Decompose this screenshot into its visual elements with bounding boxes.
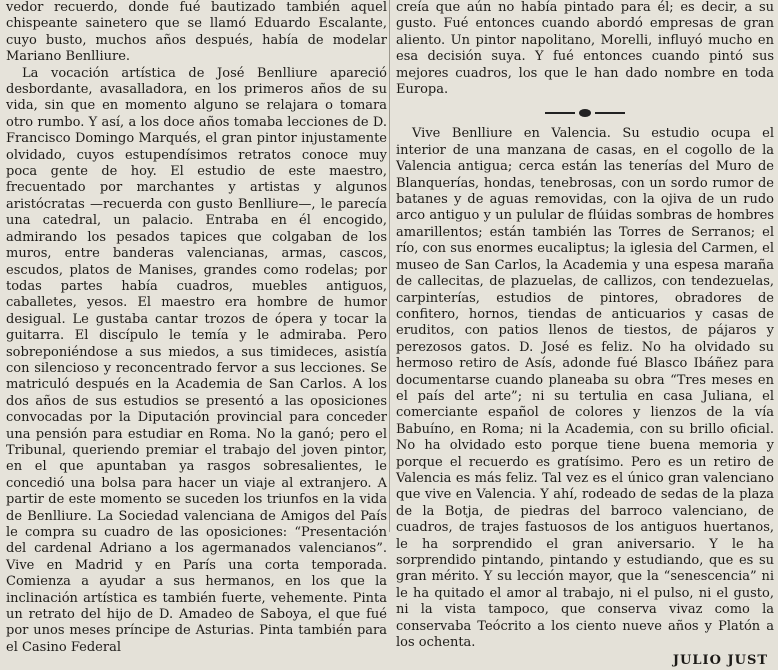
article-paragraph: Vive Benlliure en Valencia. Su estudio ocupa el interior de una manzana de casas, en el cogollo de la Valencia antigua; cerca están las tenerías del Muro de Blanquerías, hondas, tenebrosas, con un sordo rumor de batanes y de aguas removidas, con la ojiva de un rudo arco antiguo y un pulular de flúidas sombras de hombres amarillentos; están también las Torres de Serranos; el río, con sus enormes eucaliptus; la iglesia del Carmen, el museo de San Carlos, la Academia y una espesa maraña de callecitas, de plazuelas, de callizos, con tendezuelas, carpinterías, estudios de pintores, obradores de confitero, hornos, tiendas de anticuarios y casas de eruditos, con patios llenos de tiestos, de pájaros y perezosos gatos. D. José es feliz. No ha olvidado su hermoso retiro de Asís, adonde fué Blasco Ibáñez para documentarse cuando planeaba su obra “Tres meses en el país del arte”; ni su tertulia en casa Juliana, el comerciante español de colores y lienzos de la vía Babuíno, en Roma; ni la Academia, con su brillo oficial. No ha olvidado esto porque tiene buena memoria y porque el recuerdo es gratísimo. Pero es un retiro de Valencia es más feliz. Tal vez es el único gran valenciano que vive en Valencia. Y ahí, rodeado de sedas de la plaza de la Botja, de piedras del barroco valenciano, de cuadros, de trajes fastuosos de los antiguos huertanos, le ha sorprendido el gran aniversario. Y le ha sorprendido pintando, pintando y estudiando, que es su gran mérito. Y su lección mayor, que la “senescencia” ni le ha quitado el amor al trabajo, ni el pulso, ni el gusto, ni la vista tampoco, que conserva vivaz como la conservaba Teócrito a los ciento nueve años y Platón a los ochenta. <box>396 126 774 651</box>
section-ornament <box>545 106 625 120</box>
article-paragraph: creía que aún no había pintado para él; es decir, a su gusto. Fué entonces cuando abordó empresas de gran aliento. Un pintor napolitano, Morelli, influyó mucho en esa decisión suya. Y fué entonces cuando pintó sus mejores cuadros, los que le han dado nombre en toda Europa. <box>396 0 774 98</box>
author-signature: JULIO JUST <box>672 653 768 669</box>
article-paragraph: vedor recuerdo, donde fué bautizado también aquel chispeante sainetero que se llamó Eduardo Escalante, cuyo busto, muchos años después, había de modelar Mariano Benlliure. <box>6 0 387 65</box>
article-paragraph: La vocación artística de José Benlliure apareció desbordante, avasalladora, en los primeros años de su vida, sin que en momento alguno se relajara o tomara otro rumbo. Y así, a los doce años tomaba lecciones de D. Francisco Domingo Marqués, el gran pintor injustamente olvidado, cuyos estupendísimos retratos conoce muy poca gente de hoy. El estudio de este maestro, frecuentado por marchantes y artistas y algunos aristócratas —recuerda con gusto Benlliure—, le parecía una catedral, un palacio. Entraba en él encogido, admirando los pesados tapices que colgaban de los muros, entre banderas valencianas, armas, cascos, escudos, platos de Manises, grandes como rodelas; por todas partes había cuadros, muebles antiguos, caballetes, yesos. El maestro era hombre de humor desigual. Le gustaba cantar trozos de ópera y tocar la guitarra. El discípulo le temía y le admiraba. Pero sobreponiéndose a sus miedos, a sus timideces, asistía con silencioso y reconcentrado fervor a sus lecciones. Se matriculó después en la Academia de San Carlos. A los dos años de sus estudios se presentó a las oposiciones convocadas por la Diputación provincial para conceder una pensión para estudiar en Roma. No la ganó; pero el Tribunal, queriendo premiar el trabajo del joven pintor, en el que apuntaban ya rasgos sobresalientes, le concedió una bolsa para hacer un viaje al extranjero. A partir de este momento se suceden los triunfos en la vida de Benlliure. La Sociedad valenciana de Amigos del País le compra su cuadro de las oposiciones: “Presentación del cardenal Adriano a los agermanados valencianos”. Vive en Madrid y en París una corta temporada. Comienza a ayudar a sus hermanos, en los que la inclinación artística es también fuerte, vehemente. Pinta un retrato del hijo de D. Amadeo de Saboya, el que fué por unos meses príncipe de Asturias. Pinta también para el Casino Federal <box>6 65 387 655</box>
article-column-right <box>396 0 774 670</box>
article-column-left <box>6 0 387 656</box>
column-divider <box>389 0 390 532</box>
